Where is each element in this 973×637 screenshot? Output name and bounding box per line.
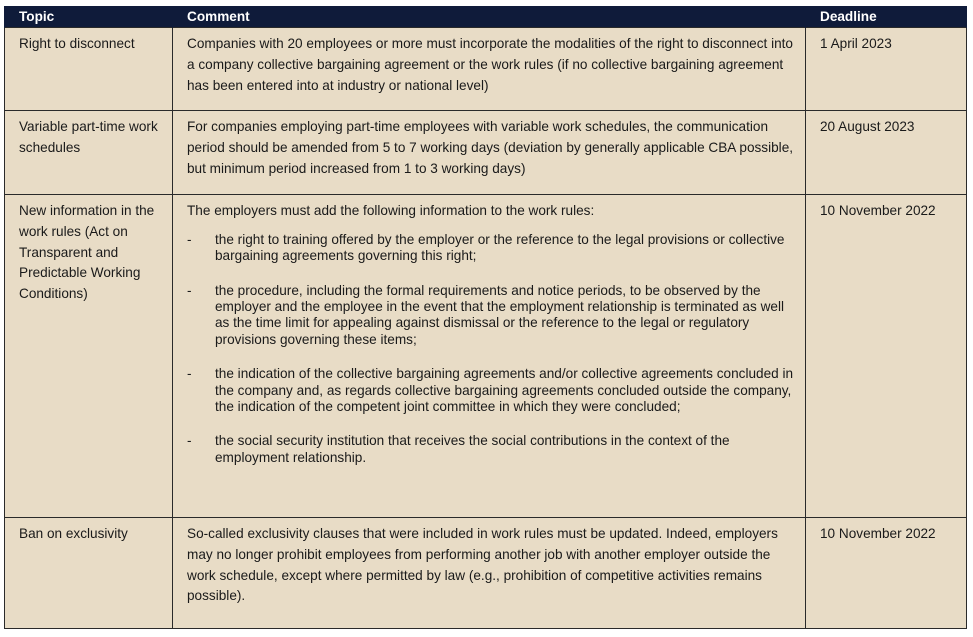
table-body [5,28,967,629]
comment-intro: The employers must add the following information to the work rules: [187,203,595,218]
deadline-cell: 1 April 2023 [806,28,967,111]
deadlines-table [4,6,967,629]
comment-cell: So-called exclusivity clauses that were included in work rules must be updated. Indeed, employers may no longer prohibit employees from performing another job with another employer outside the work schedule, except where permitted by law (e.g., prohibition of competitive activities remains possible). [173,518,806,629]
list-item-text: the procedure, including the formal requirements and notice periods, to be observed by the employer and the employee in the event that the employment relationship is terminated as well as the time limit for appealing against dismissal or the reference to the legal or regulatory provisions governing these items; [215,282,784,347]
topic-cell: Ban on exclusivity [5,518,173,629]
list-item [187,283,797,349]
list-item-text: the right to training offered by the employer or the reference to the legal provisions or collective bargaining agreements governing this right; [215,231,785,264]
topic-cell: Variable part-time work schedules [5,111,173,195]
dash-marker: - [187,231,192,247]
topic-cell: Right to disconnect [5,28,173,111]
header-deadline: Deadline [806,6,967,28]
topic-cell: New information in the work rules (Act on Transparent and Predictable Working Conditions) [5,195,173,518]
list-item [187,433,797,466]
table-row [5,28,967,111]
header-row [5,6,967,28]
list-item [187,366,797,415]
table-header [5,6,967,28]
comment-cell: For companies employing part-time employees with variable work schedules, the communication period should be amended from 5 to 7 working days (deviation by generally applicable CBA possible, but minimum period increased from 1 to 3 working days) [173,111,806,195]
deadline-cell: 20 August 2023 [806,111,967,195]
table-row [5,111,967,195]
deadline-cell: 10 November 2022 [806,518,967,629]
dash-marker: - [187,282,192,298]
header-topic: Topic [5,6,173,28]
list-item-text: the indication of the collective bargaining agreements and/or collective agreements concluded in the company and, as regards collective bargaining agreements concluded outside the company, the indication of the competent joint committee in which they were concluded; [215,366,794,415]
comment-cell [173,195,806,518]
info-list [187,232,797,466]
dash-marker: - [187,366,192,382]
list-item-text: the social security institution that receives the social contributions in the context of the employment relationship. [215,433,730,465]
comment-cell: Companies with 20 employees or more must incorporate the modalities of the right to disconnect into a company collective bargaining agreement or the work rules (if no collective bargaining agreement has been entered into at industry or national level) [173,28,806,111]
deadline-cell: 10 November 2022 [806,195,967,518]
dash-marker: - [187,433,192,449]
list-item [187,232,797,265]
header-comment: Comment [173,6,806,28]
table-row [5,518,967,629]
table-row [5,195,967,518]
